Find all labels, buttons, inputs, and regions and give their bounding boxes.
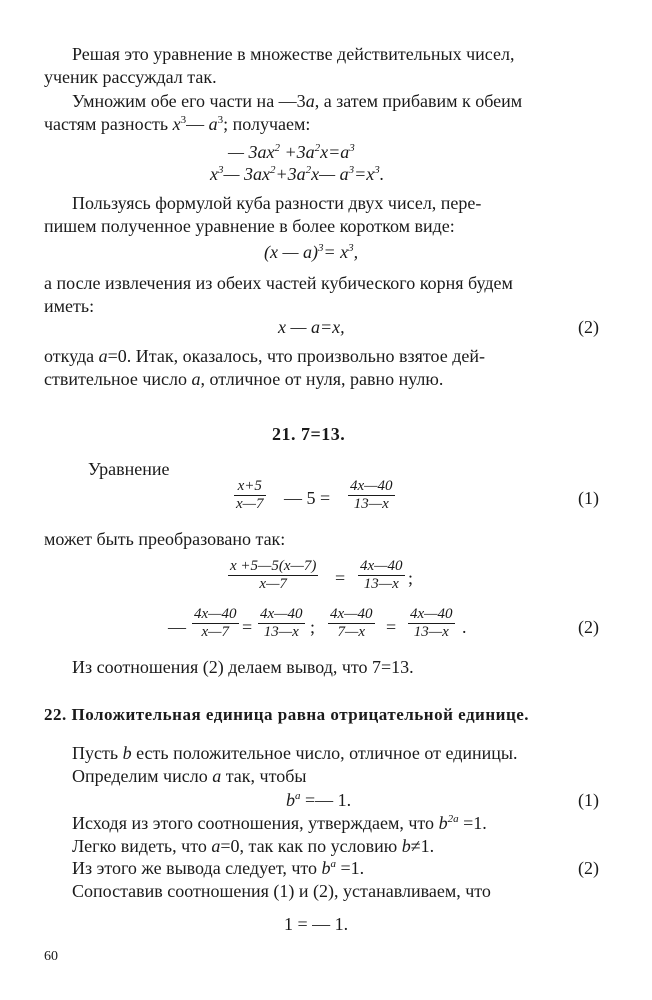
s21-equals-2: = bbox=[242, 617, 253, 637]
s21-leading-minus: — bbox=[168, 617, 186, 637]
para1-line2: ученик рассуждал так. bbox=[44, 67, 217, 87]
s21-semicolon-1: ; bbox=[408, 568, 414, 588]
s21-equation-2-number: (2) bbox=[578, 617, 599, 637]
s22-final-equation: 1 = — 1. bbox=[284, 914, 349, 934]
section-21-heading: 21. 7=13. bbox=[272, 424, 346, 444]
s21-fraction-5: 4x—40 x—7 bbox=[194, 606, 237, 640]
s21-fraction-4: 4x—40 13—x bbox=[360, 558, 403, 592]
page-number: 60 bbox=[44, 949, 58, 964]
s22-line6: Сопоставив соотношения (1) и (2), устанавливаем, что bbox=[72, 881, 491, 901]
s21-minus-five: — 5 = bbox=[284, 488, 331, 508]
s22-line1: Пусть b есть положительное число, отличное от единицы. bbox=[72, 743, 518, 763]
section-22-heading: 22. Положительная единица равна отрицательной единице. bbox=[44, 705, 530, 724]
s21-equation-1-number: (1) bbox=[578, 488, 599, 508]
s21-equals-1: = bbox=[335, 568, 346, 588]
equation-a: — $3ax^2 +3a^2x=a^3$ bbox=[228, 142, 355, 162]
para2-line1: Умножим обе его части на —3а, а затем прибавим к обеим bbox=[72, 91, 523, 111]
para3-line1: Пользуясь формулой куба разности двух чисел, пере- bbox=[72, 193, 482, 213]
s22-equation-1-number: (1) bbox=[578, 790, 599, 810]
para5-line2: ствительное число a, отличное от нуля, равно нулю. bbox=[44, 369, 444, 389]
para1-line1: Решая это уравнение в множестве действительных чисел, bbox=[72, 44, 515, 64]
para4-line2: иметь: bbox=[44, 296, 95, 316]
s21-conclusion: Из соотношения (2) делаем вывод, что 7=13. bbox=[72, 657, 414, 677]
s21-fraction-3: x +5—5(x—7) x—7 bbox=[230, 558, 317, 592]
s22-line2: Определим число a так, чтобы bbox=[72, 766, 307, 786]
s21-semicolon-2: ; bbox=[310, 617, 316, 637]
s22-equation-1: $b^a$ =— 1. bbox=[286, 790, 352, 810]
para3-line2: пишем полученное уравнение в более коротком виде: bbox=[44, 216, 455, 236]
s21-final-dot: . bbox=[462, 617, 467, 637]
para2-line2: частям разность $x^3—$ $a^3$; получаем: bbox=[44, 114, 311, 134]
s22-line4: Легко видеть, что a=0, так как по условию b≠1. bbox=[72, 836, 435, 856]
s21-fraction-2: 4x—40 13—x bbox=[350, 478, 393, 512]
s21-intro: Уравнение bbox=[88, 459, 170, 479]
equation-c: (x — $a)^3= x^3$, bbox=[264, 242, 359, 262]
s22-line3: Исходя из этого соотношения, утверждаем, что $b^{2a} =1$. bbox=[72, 813, 487, 833]
s21-fraction-8: 4x—40 13—x bbox=[410, 606, 453, 640]
para5-line1: откуда a=0. Итак, оказалось, что произвольно взятое дей- bbox=[44, 346, 485, 366]
para4-line1: а после извлечения из обеих частей кубического корня будем bbox=[44, 273, 513, 293]
equation-d: x — a=x, bbox=[278, 317, 345, 337]
equation-b: $x^3—$ $3ax^2+3a^2x—$ $a^3=x^3$. bbox=[210, 164, 385, 184]
s21-fraction-6: 4x—40 13—x bbox=[260, 606, 303, 640]
s22-equation-2-number: (2) bbox=[578, 858, 599, 878]
s21-fraction-7: 4x—40 7—x bbox=[330, 606, 373, 640]
s21-fraction-1: x+5 x—7 bbox=[236, 478, 264, 512]
s21-transform-text: может быть преобразовано так: bbox=[44, 529, 286, 549]
s21-equals-3: = bbox=[386, 617, 397, 637]
s22-line5: Из этого же вывода следует, что $b^a =1$. bbox=[72, 858, 365, 878]
equation-d-number: (2) bbox=[578, 317, 599, 337]
